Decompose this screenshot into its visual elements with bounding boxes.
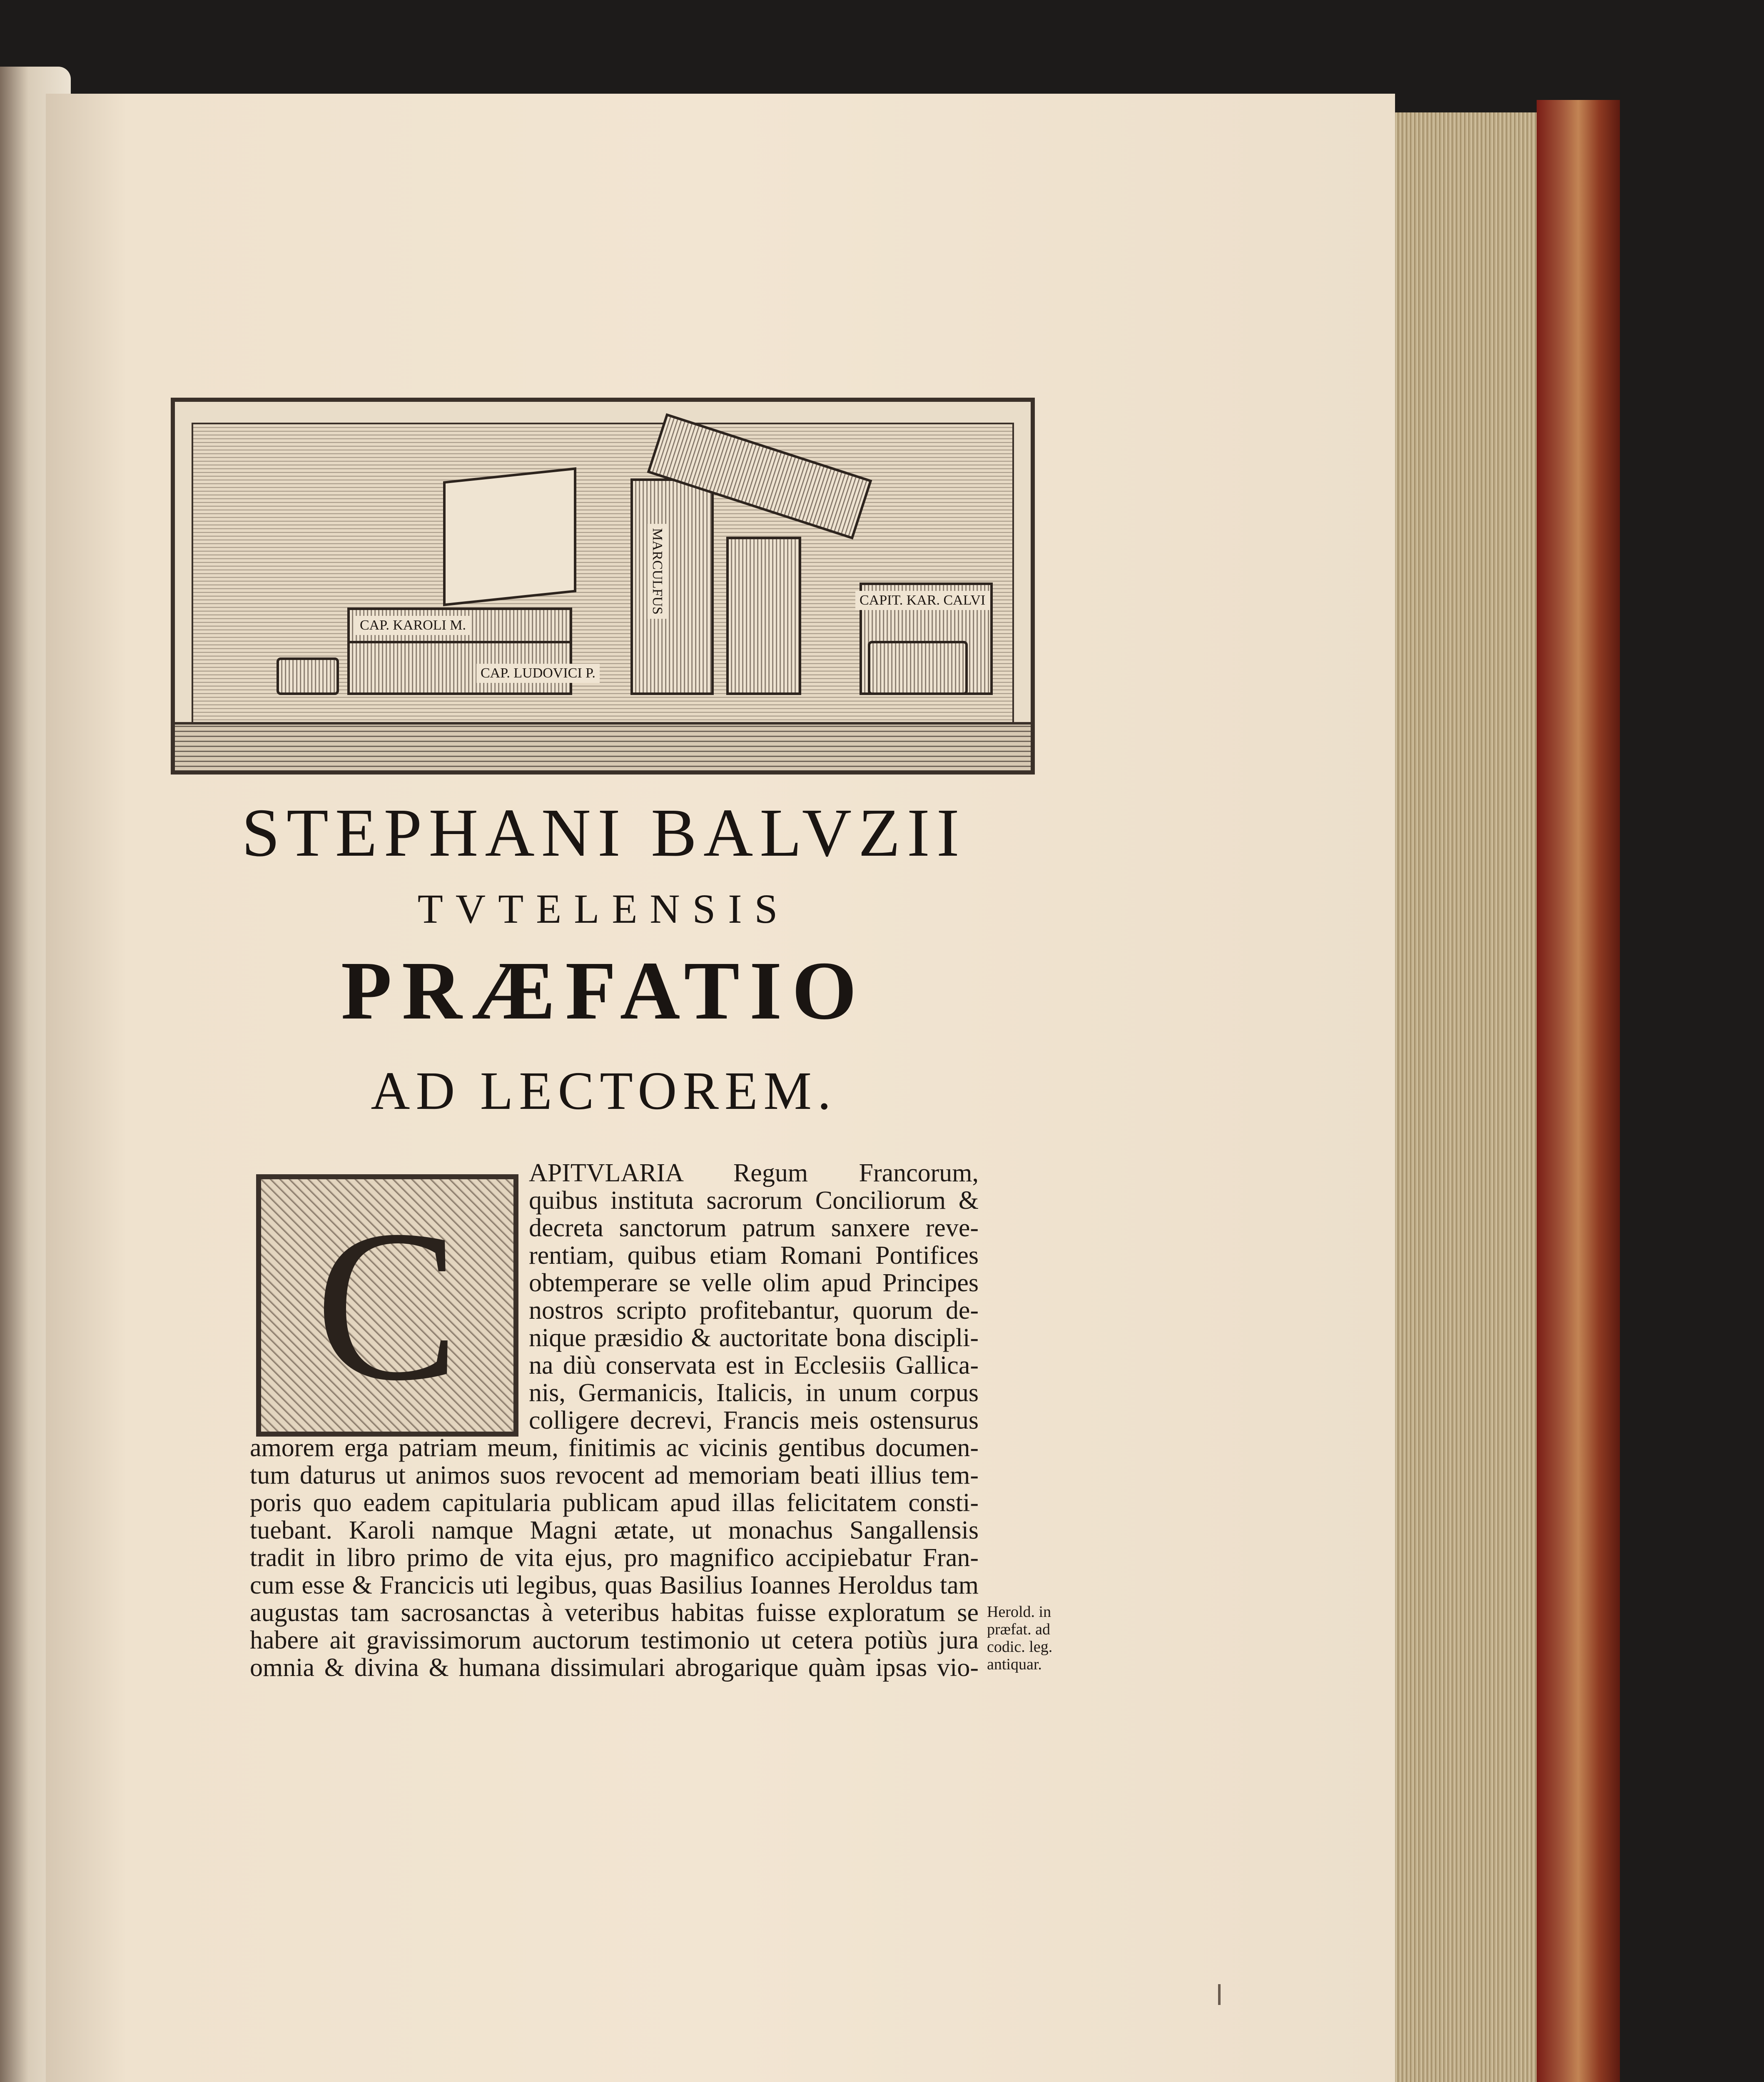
book-tall (630, 478, 714, 695)
body-line: habere ait gravissimorum auctorum testimonio ut cetera potiùs jura (250, 1626, 979, 1654)
body-line: rentiam, quibus etiam Romani Pontifices (529, 1241, 979, 1270)
book-medium (726, 537, 801, 695)
body-line: obtemperare se velle olim apud Principes (529, 1269, 979, 1297)
body-line: tuebant. Karoli namque Magni ætate, ut monachus Sangallensis (250, 1516, 979, 1544)
decorated-initial (256, 1174, 518, 1437)
label-marculfus: MARCULFUS (648, 524, 667, 619)
body-line: nostros scripto profitebantur, quorum de- (529, 1296, 979, 1325)
body-line: cum esse & Francicis uti legibus, quas Basilius Ioannes Heroldus tam (250, 1571, 979, 1599)
crown-left (277, 657, 339, 695)
engraved-vignette (171, 398, 1035, 775)
label-cap-ludovici: CAP. LUDOVICI P. (476, 664, 600, 683)
body-line: amorem erga patriam meum, finitimis ac vicinis gentibus documen- (250, 1434, 979, 1462)
body-line: augustas tam sacrosanctas à veteribus habitas fuisse exploratum se (250, 1599, 979, 1627)
body-line: tum daturus ut animos suos revocent ad memoriam beati illius tem- (250, 1461, 979, 1489)
body-line: quibus instituta sacrorum Conciliorum & (529, 1186, 979, 1215)
page-mark (1218, 1984, 1221, 2005)
crown-right (868, 641, 968, 695)
body-line: poris quo eadem capitularia publicam apud illas felicitatem consti- (250, 1489, 979, 1517)
body-line: omnia & divina & humana dissimulari abrogarique quàm ipsas vio- (250, 1654, 979, 1682)
label-capit-kar-calvi: CAPIT. KAR. CALVI (855, 591, 989, 610)
label-cap-karoli: CAP. KAROLI M. (356, 616, 470, 635)
body-line: na diù conservata est in Ecclesiis Gallica- (529, 1351, 979, 1380)
title-main: PRÆFATIO (341, 945, 867, 1037)
body-line: nique præsidio & auctoritate bona discipli- (529, 1324, 979, 1352)
shelf (175, 722, 1031, 770)
body-line: nis, Germanicis, Italicis, in unum corpus (529, 1379, 979, 1407)
book-cover-edge (1537, 100, 1620, 2082)
title-subtitle: AD LECTOREM. (371, 1061, 837, 1121)
body-line: decreta sanctorum patrum sanxere reve- (529, 1214, 979, 1242)
book-open (443, 467, 576, 606)
title-author: STEPHANI BALVZII (242, 794, 966, 871)
vignette-background (192, 423, 1014, 725)
margin-note-line: Herold. in (987, 1603, 1051, 1621)
margin-note-line: præfat. ad (987, 1621, 1050, 1638)
margin-note-line: codic. leg. (987, 1638, 1053, 1656)
initial-letter: C (315, 1185, 460, 1425)
title-origin: TVTELENSIS (417, 886, 790, 932)
margin-note-line: antiquar. (987, 1656, 1042, 1673)
body-line: APITVLARIA Regum Francorum, (529, 1159, 979, 1187)
page-fore-edge (1395, 112, 1537, 2082)
body-line: tradit in libro primo de vita ejus, pro magnifico accipiebatur Fran- (250, 1544, 979, 1572)
body-line: colligere decrevi, Francis meis ostensurus (529, 1406, 979, 1434)
